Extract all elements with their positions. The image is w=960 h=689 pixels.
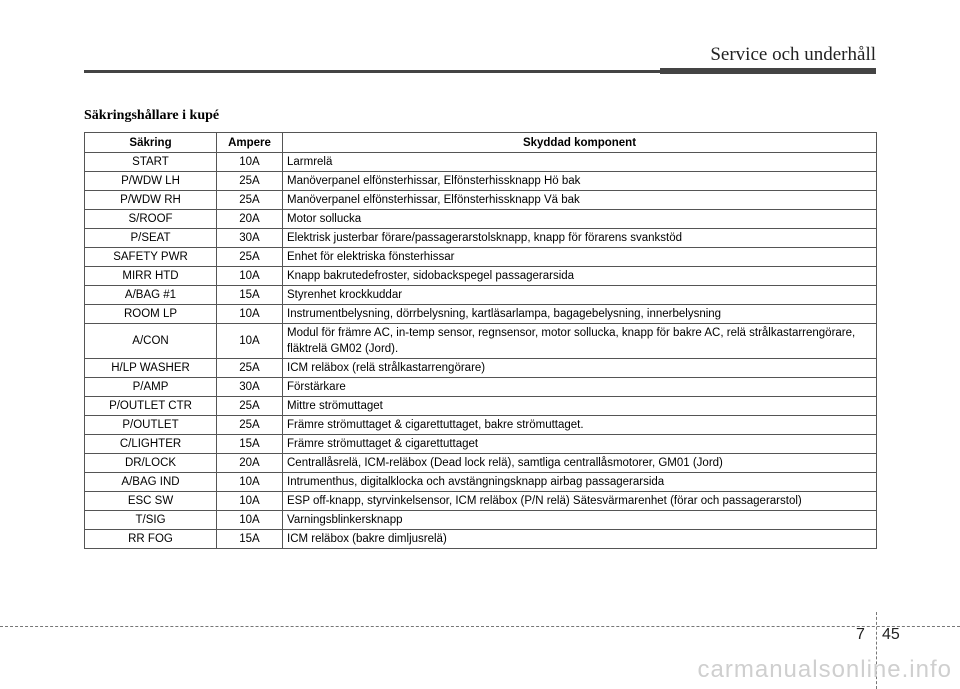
component-cell: Elektrisk justerbar förare/passagerarstolsknapp, knapp för förarens svankstöd bbox=[283, 229, 877, 248]
ampere-cell: 20A bbox=[217, 454, 283, 473]
component-cell: Manöverpanel elfönsterhissar, Elfönsterhissknapp Vä bak bbox=[283, 191, 877, 210]
fuse-name-cell: A/BAG IND bbox=[85, 473, 217, 492]
table-row bbox=[85, 229, 877, 248]
fuse-name-cell: P/OUTLET bbox=[85, 416, 217, 435]
ampere-cell: 10A bbox=[217, 153, 283, 172]
fuse-name-cell: T/SIG bbox=[85, 511, 217, 530]
component-cell: Instrumentbelysning, dörrbelysning, kartläsarlampa, bagagebelysning, innerbelysning bbox=[283, 305, 877, 324]
component-cell: Främre strömuttaget & cigarettuttaget, bakre strömuttaget. bbox=[283, 416, 877, 435]
component-cell: Motor sollucka bbox=[283, 210, 877, 229]
ampere-cell: 10A bbox=[217, 305, 283, 324]
table-row bbox=[85, 530, 877, 549]
table-header-row bbox=[85, 133, 877, 153]
fuse-name-cell: A/CON bbox=[85, 324, 217, 359]
ampere-cell: 25A bbox=[217, 416, 283, 435]
component-cell: ESP off-knapp, styrvinkelsensor, ICM reläbox (P/N relä) Sätesvärmarenhet (förar och passagerarstol) bbox=[283, 492, 877, 511]
component-cell: ICM reläbox (relä strålkastarrengörare) bbox=[283, 359, 877, 378]
table-row bbox=[85, 397, 877, 416]
table-row bbox=[85, 210, 877, 229]
fuse-name-cell: P/AMP bbox=[85, 378, 217, 397]
fuse-name-cell: P/SEAT bbox=[85, 229, 217, 248]
ampere-cell: 15A bbox=[217, 530, 283, 549]
component-cell: Förstärkare bbox=[283, 378, 877, 397]
table-row bbox=[85, 153, 877, 172]
table-row bbox=[85, 416, 877, 435]
ampere-cell: 25A bbox=[217, 359, 283, 378]
table-row bbox=[85, 473, 877, 492]
ampere-cell: 25A bbox=[217, 191, 283, 210]
fuse-name-cell: C/LIGHTER bbox=[85, 435, 217, 454]
ampere-cell: 25A bbox=[217, 172, 283, 191]
table-row bbox=[85, 511, 877, 530]
fuse-name-cell: P/OUTLET CTR bbox=[85, 397, 217, 416]
component-cell: Larmrelä bbox=[283, 153, 877, 172]
page-number: 45 bbox=[882, 626, 900, 643]
fuse-table bbox=[84, 132, 877, 549]
ampere-cell: 10A bbox=[217, 267, 283, 286]
table-row bbox=[85, 172, 877, 191]
fuse-name-cell: P/WDW RH bbox=[85, 191, 217, 210]
ampere-cell: 10A bbox=[217, 511, 283, 530]
fuse-name-cell: DR/LOCK bbox=[85, 454, 217, 473]
header-title: Service och underhåll bbox=[710, 44, 876, 65]
table-row bbox=[85, 359, 877, 378]
fuse-name-cell: MIRR HTD bbox=[85, 267, 217, 286]
fuse-name-cell: A/BAG #1 bbox=[85, 286, 217, 305]
table-row bbox=[85, 492, 877, 511]
component-cell: Mittre strömuttaget bbox=[283, 397, 877, 416]
component-cell: Främre strömuttaget & cigarettuttaget bbox=[283, 435, 877, 454]
table-row bbox=[85, 378, 877, 397]
table-row bbox=[85, 267, 877, 286]
fuse-name-cell: ROOM LP bbox=[85, 305, 217, 324]
component-cell: Manöverpanel elfönsterhissar, Elfönsterhissknapp Hö bak bbox=[283, 172, 877, 191]
component-cell: Centrallåsrelä, ICM-reläbox (Dead lock relä), samtliga centrallåsmotorer, GM01 (Jord) bbox=[283, 454, 877, 473]
ampere-cell: 10A bbox=[217, 324, 283, 359]
column-header-fuse: Säkring bbox=[85, 133, 217, 153]
ampere-cell: 25A bbox=[217, 397, 283, 416]
footer-rule bbox=[0, 626, 960, 627]
table-row bbox=[85, 248, 877, 267]
component-cell: Enhet för elektriska fönsterhissar bbox=[283, 248, 877, 267]
fuse-name-cell: SAFETY PWR bbox=[85, 248, 217, 267]
ampere-cell: 15A bbox=[217, 435, 283, 454]
component-cell: Varningsblinkersknapp bbox=[283, 511, 877, 530]
fuse-name-cell: RR FOG bbox=[85, 530, 217, 549]
ampere-cell: 20A bbox=[217, 210, 283, 229]
column-header-ampere: Ampere bbox=[217, 133, 283, 153]
table-row bbox=[85, 286, 877, 305]
component-cell: ICM reläbox (bakre dimljusrelä) bbox=[283, 530, 877, 549]
fuse-name-cell: P/WDW LH bbox=[85, 172, 217, 191]
table-row bbox=[85, 435, 877, 454]
column-header-component: Skyddad komponent bbox=[283, 133, 877, 153]
fuse-name-cell: S/ROOF bbox=[85, 210, 217, 229]
watermark: carmanualsonline.info bbox=[697, 656, 952, 683]
header-rule-accent bbox=[660, 68, 876, 74]
section-title: Säkringshållare i kupé bbox=[84, 108, 220, 123]
component-cell: Intrumenthus, digitalklocka och avstängningsknapp airbag passagerarsida bbox=[283, 473, 877, 492]
component-cell: Styrenhet krockkuddar bbox=[283, 286, 877, 305]
fuse-name-cell: ESC SW bbox=[85, 492, 217, 511]
component-cell: Modul för främre AC, in-temp sensor, regnsensor, motor sollucka, knapp för bakre AC, relä strålkastarrengörare, fläktrelä GM02 (Jord). bbox=[283, 324, 877, 359]
ampere-cell: 30A bbox=[217, 378, 283, 397]
ampere-cell: 10A bbox=[217, 492, 283, 511]
ampere-cell: 30A bbox=[217, 229, 283, 248]
table-row bbox=[85, 324, 877, 359]
ampere-cell: 10A bbox=[217, 473, 283, 492]
table-row bbox=[85, 454, 877, 473]
fuse-name-cell: H/LP WASHER bbox=[85, 359, 217, 378]
ampere-cell: 25A bbox=[217, 248, 283, 267]
component-cell: Knapp bakrutedefroster, sidobackspegel passagerarsida bbox=[283, 267, 877, 286]
table-row bbox=[85, 191, 877, 210]
table-row bbox=[85, 305, 877, 324]
chapter-number: 7 bbox=[856, 626, 865, 643]
ampere-cell: 15A bbox=[217, 286, 283, 305]
fuse-name-cell: START bbox=[85, 153, 217, 172]
